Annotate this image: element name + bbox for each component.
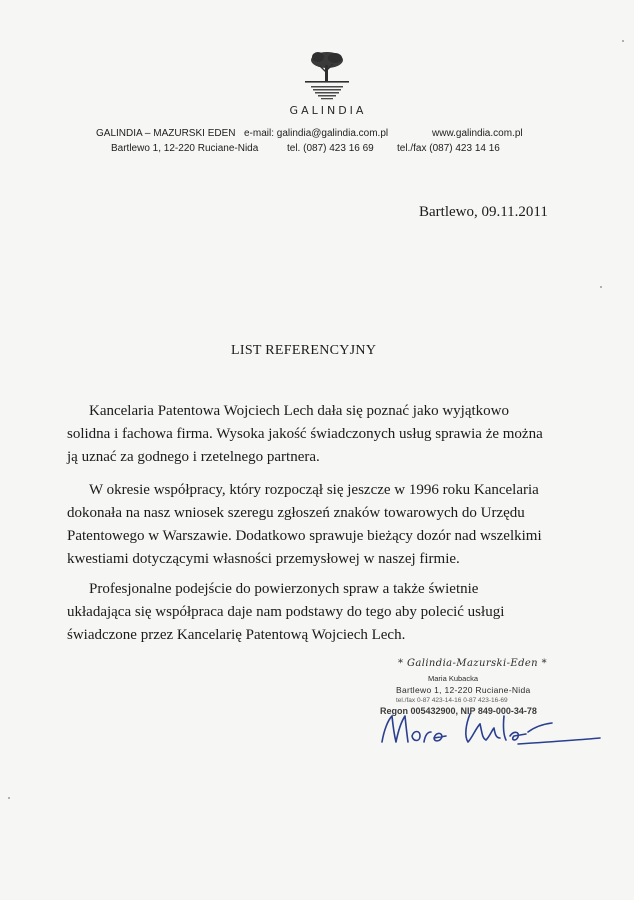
scan-speck xyxy=(600,286,602,288)
text-line: świadczone przez Kancelarię Patentową Wojciech Lech. xyxy=(67,627,406,643)
text-line: Profesjonalne podejście do powierzonych spraw a także świetnie xyxy=(89,581,479,597)
company-phone: tel. (087) 423 16 69 xyxy=(287,143,374,154)
paragraph-3 xyxy=(67,578,587,647)
letter-date: Bartlewo, 09.11.2011 xyxy=(419,204,548,220)
company-fax: tel./fax (087) 423 14 16 xyxy=(397,143,500,154)
brand-name: GALINDIA xyxy=(289,104,367,117)
paragraph-1 xyxy=(67,400,587,469)
letter-subject: LIST REFERENCYJNY xyxy=(231,343,377,358)
text-line: dokonała na nasz wniosek szeregu zgłoszeń znaków towarowych do Urzędu xyxy=(67,505,525,521)
handwritten-signature-icon xyxy=(368,702,608,752)
stamp-registration-ids: Regon 005432900, NIP 849-000-34-78 xyxy=(380,706,537,716)
stamp-address: Bartlewo 1, 12-220 Ruciane-Nida xyxy=(396,685,531,695)
text-line: Patentowego w Warszawie. Dodatkowo sprawuje bieżący dozór nad wszelkimi xyxy=(67,528,542,544)
company-name: GALINDIA – MAZURSKI EDEN xyxy=(96,128,236,139)
text-line: ją uznać za godnego i rzetelnego partnera. xyxy=(67,449,320,465)
company-address: Bartlewo 1, 12-220 Ruciane-Nida xyxy=(111,143,259,154)
stamp-person-name: Maria Kubacka xyxy=(428,674,479,683)
company-website: www.galindia.com.pl xyxy=(432,128,523,139)
scan-speck xyxy=(622,40,624,42)
text-line: W okresie współpracy, który rozpoczął się jeszcze w 1996 roku Kancelaria xyxy=(89,482,539,498)
text-line: Kancelaria Patentowa Wojciech Lech dała się poznać jako wyjątkowo xyxy=(89,403,510,419)
paragraph-2 xyxy=(67,479,587,571)
tree-reflection-icon xyxy=(301,48,353,106)
text-line: układająca się współpraca daje nam podstawy do tego aby polecić usługi xyxy=(67,604,505,620)
stamp-phone: tel./fax 0-87 423-14-16 0-87 423-16-69 xyxy=(396,697,508,704)
scan-speck xyxy=(8,797,10,799)
text-line: solidna i fachowa firma. Wysoka jakość świadczonych usług sprawia że można xyxy=(67,426,543,442)
text-line: kwestiami dotyczącymi własności przemysłowej w naszej firmie. xyxy=(67,551,460,567)
company-email: e-mail: galindia@galindia.com.pl xyxy=(244,128,389,139)
stamp-company-name: * Galindia-Mazurski-Eden * xyxy=(398,658,548,669)
